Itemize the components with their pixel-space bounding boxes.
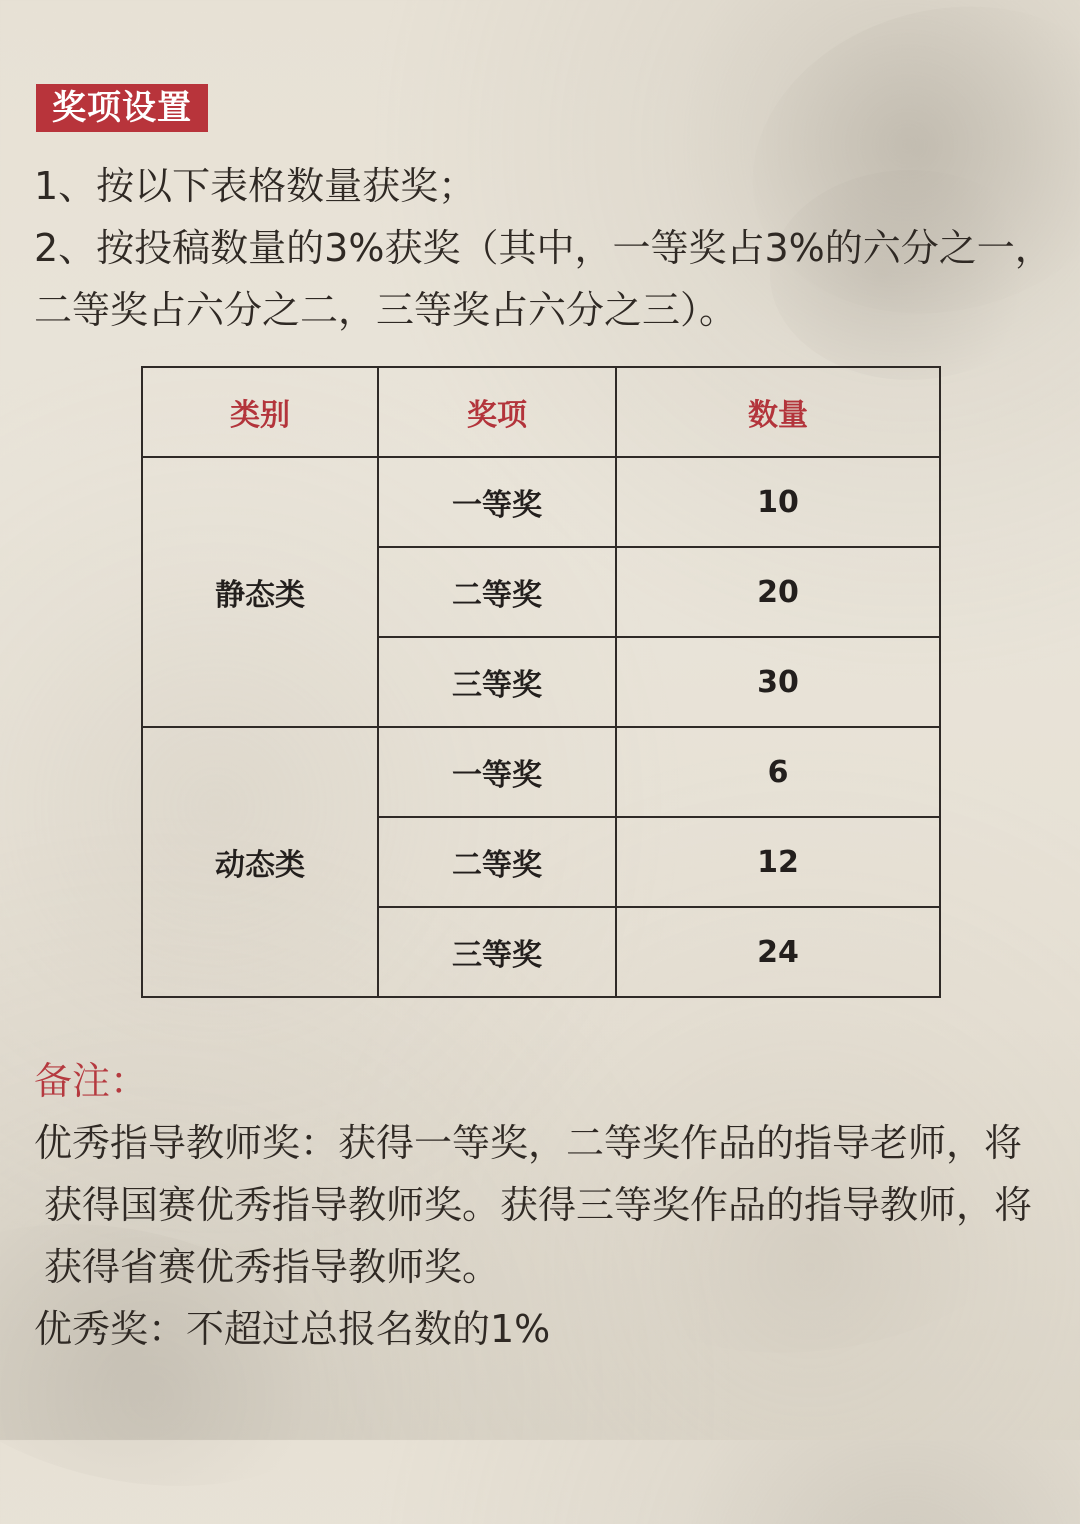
table-row — [142, 457, 940, 547]
award-cell: 三等奖 — [378, 637, 616, 727]
intro-text-block — [34, 155, 1053, 341]
header-category: 类别 — [142, 367, 378, 457]
notes-title: 备注： — [34, 1059, 149, 1103]
award-cell: 一等奖 — [378, 727, 616, 817]
category-dynamic: 动态类 — [142, 727, 378, 997]
intro-line-1: 1、按以下表格数量获奖； — [34, 164, 477, 208]
count-cell: 10 — [616, 457, 940, 547]
award-cell: 二等奖 — [378, 817, 616, 907]
notes-line-1: 优秀指导教师奖：获得一等奖，二等奖作品的指导老师，将 — [34, 1121, 1023, 1165]
count-cell: 12 — [616, 817, 940, 907]
intro-line-3: 二等奖占六分之二，三等奖占六分之三）。 — [34, 288, 738, 332]
award-cell: 二等奖 — [378, 547, 616, 637]
section-title-badge: 奖项设置 — [36, 84, 208, 132]
award-cell: 一等奖 — [378, 457, 616, 547]
notes-line-2: 获得国赛优秀指导教师奖。获得三等奖作品的指导教师，将 — [44, 1183, 1033, 1227]
header-award: 奖项 — [378, 367, 616, 457]
intro-line-2: 2、按投稿数量的3%获奖（其中，一等奖占3%的六分之一， — [34, 226, 1053, 270]
table-row — [142, 727, 940, 817]
awards-table — [141, 366, 941, 998]
award-cell: 三等奖 — [378, 907, 616, 997]
notes-line-3: 获得省赛优秀指导教师奖。 — [44, 1245, 501, 1289]
count-cell: 30 — [616, 637, 940, 727]
count-cell: 24 — [616, 907, 940, 997]
count-cell: 6 — [616, 727, 940, 817]
notes-line-4: 优秀奖：不超过总报名数的1% — [34, 1307, 551, 1351]
count-cell: 20 — [616, 547, 940, 637]
table-header-row — [142, 367, 940, 457]
header-count: 数量 — [616, 367, 940, 457]
category-static: 静态类 — [142, 457, 378, 727]
awards-table-header — [142, 367, 940, 457]
awards-table-body — [142, 457, 940, 997]
notes-section — [34, 1050, 1050, 1360]
